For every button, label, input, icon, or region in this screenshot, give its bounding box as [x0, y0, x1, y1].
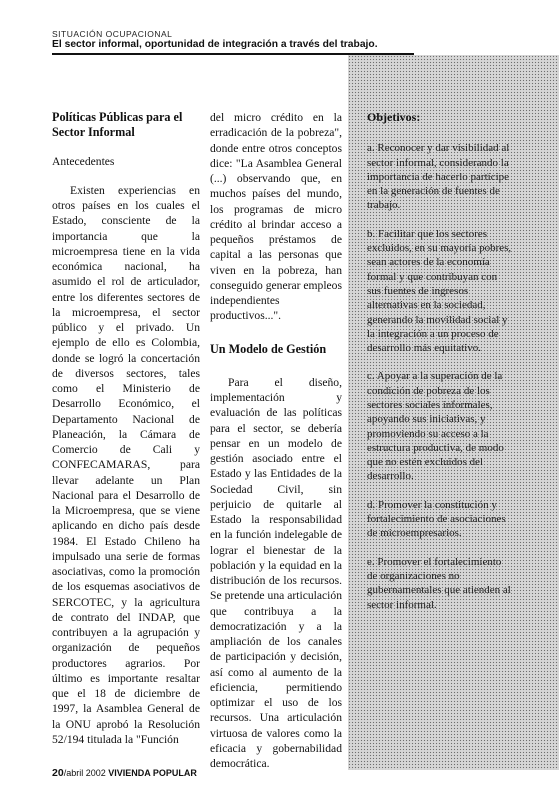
- column-1: [52, 110, 200, 747]
- objective-item: e. Promover el fortalecimiento de organizaciones no gubernamentales que atienden al sector informal.: [367, 555, 511, 611]
- objective-item: d. Promover la constitución y fortalecimiento de asociaciones de microempresarios.: [367, 498, 506, 540]
- body-paragraph: del micro crédito en la erradicación de la pobreza", donde entre otros conceptos dice: "La Asamblea General (...) observando que, en muchos países del mundo, los programas de micro crédito al brindar acceso a pequeños préstamos de capital a las personas que viven en la pobreza, han conseguido generar empleos independientes productivos...".: [210, 111, 342, 323]
- body-paragraph: Existen experiencias en otros países en los cuales el Estado, consciente de la importancia que la microempresa tiene en la vida económica nacional, ha asumido el rol de articulador, entre los diferentes sectores de la microempresa, el sector público y el privado. Un ejemplo de ello es Colombia, donde se logró la concertación de diversos sectores, tales como el Ministerio de Desarrollo Económico, el Departamento Nacional de Planeación, la Cámara de Comercio de Cali y CONFECAMARAS, para llevar adelante un Plan Nacional para el Desarrollo de la Microempresa, que se viene aplicando en dicho país desde 1984. El Estado Chileno ha impulsado una serie de formas asociativas, como la promoción de los esquemas asociativos de SERCOTEC, y la agricultura de contrato del INDAP, que contribuyen a la agrupación y organización de pequeños productores agrarios. Por último es importante resaltar que el 18 de diciembre de 1997, la Asamblea General de la ONU aprobó la Resolución 52/194 titulada la "Función: [52, 183, 200, 746]
- header-kicker: SITUACIÓN OCUPACIONAL: [52, 29, 173, 39]
- issue-date: /abril 2002: [63, 768, 106, 778]
- objective-item: b. Facilitar que los sectores excluidos, en su mayoría pobres, sean actores de la economía formal y que contribuyan con sus fuentes de ingresos alternativas en la sociedad, generando la movilidad social y la integración a un proceso de desarrollo más equitativo.: [367, 227, 512, 355]
- objective-item: a. Reconocer y dar visibilidad al sector informal, considerando la importancia de hacerlo partícipe en la generación de fuentes de trabajo.: [367, 142, 510, 212]
- page-footer: [52, 767, 197, 779]
- body-paragraph: Para el diseño, implementación y evaluación de las políticas para el sector, se debería pensar en un modelo de gestión asociado entre el Estado y las Entidades de la Sociedad Civil, sin perjuicio de quitarle al Estado la responsabilidad en la función indelegable de lograr el bienestar de la población y la equidad en la distribución de los recursos. Se pretende una articulación que contribuya a la democratización y a la ampliación de los canales de participación y decisión, así como al aumento de la eficiencia, permitiendo optimizar el uso de los recursos. Una articulación virtuosa de valores como la eficacia y gobernabilidad democrática.: [210, 375, 342, 770]
- objective-item: c. Apoyar a la superación de la condición de pobreza de los sectores sociales informales, apoyando sus iniciativas, y promoviendo su acceso a la estructura productiva, de modo que no estén excluidos del desarrollo.: [367, 370, 504, 483]
- header-title: El sector informal, oportunidad de integración a través del trabajo.: [52, 39, 378, 50]
- section-heading: Políticas Públicas para el Sector Informal: [52, 110, 183, 140]
- objectives-title: Objetivos:: [367, 110, 421, 124]
- magazine-name: VIVIENDA POPULAR: [108, 768, 197, 778]
- section-heading: Un Modelo de Gestión: [210, 341, 327, 356]
- page-number: 20: [52, 767, 64, 779]
- column-2: [210, 110, 342, 771]
- subheading: Antecedentes: [52, 154, 115, 168]
- objectives-box: [367, 110, 513, 626]
